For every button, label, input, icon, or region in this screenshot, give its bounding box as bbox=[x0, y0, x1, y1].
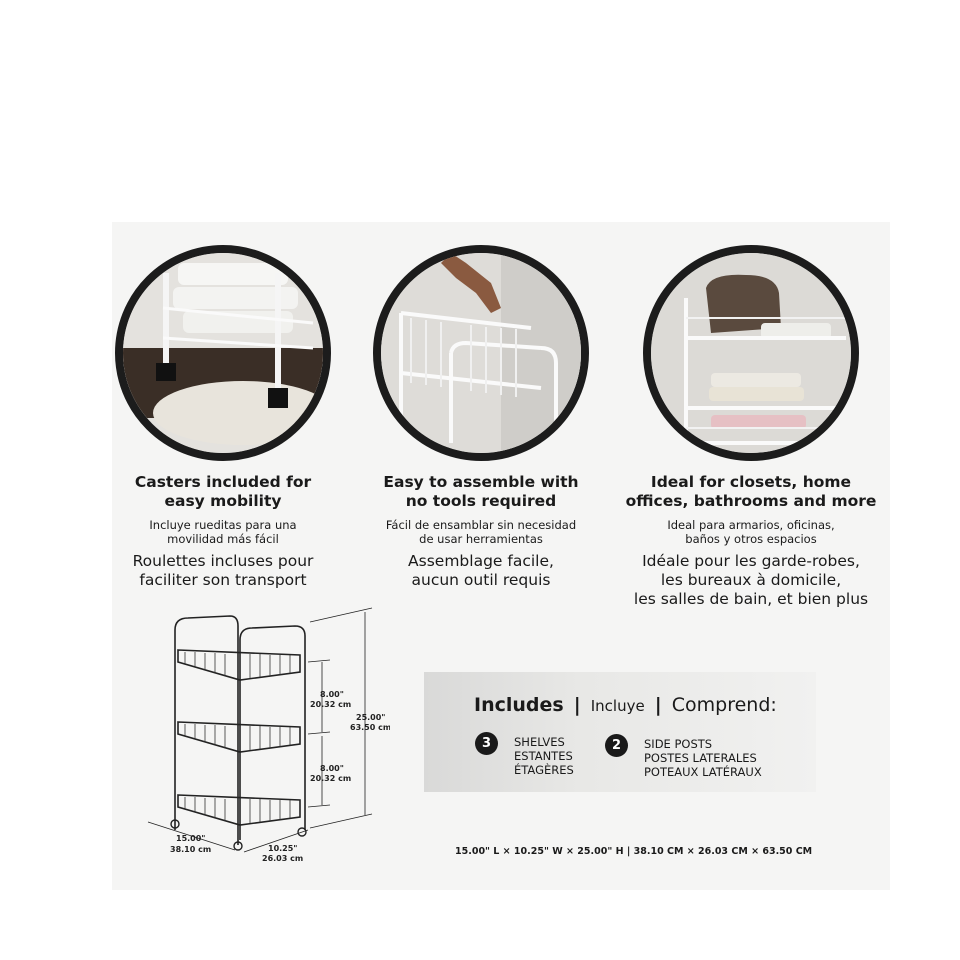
feature-assembly bbox=[361, 245, 601, 590]
feature-title: Easy to assemble with bbox=[383, 473, 579, 491]
length-label: 38.10 cm bbox=[170, 845, 212, 854]
shelf-gap-1-label: 8.00" bbox=[320, 690, 344, 699]
includes-heading-fr: Comprend: bbox=[671, 694, 777, 716]
includes-box bbox=[424, 672, 816, 792]
includes-heading-en: Includes bbox=[474, 694, 564, 716]
feature-title: Casters included for bbox=[134, 473, 312, 491]
width-label: 10.25" bbox=[268, 844, 298, 853]
feature-title: easy mobility bbox=[164, 492, 282, 510]
closet-shelves-photo bbox=[643, 245, 859, 461]
feature-spanish: baños y otros espacios bbox=[685, 532, 817, 546]
feature-spanish: movilidad más fácil bbox=[167, 532, 279, 546]
feature-spanish: Incluye rueditas para una bbox=[149, 518, 297, 532]
feature-casters bbox=[103, 245, 343, 590]
feature-spanish: Ideal para armarios, oficinas, bbox=[667, 518, 835, 532]
feature-french: faciliter son transport bbox=[139, 571, 307, 589]
overall-dimensions: 15.00" L × 10.25" W × 25.00" H | 38.10 CM × 26.03 CM × 63.50 CM bbox=[455, 846, 813, 857]
posts-en: SIDE POSTS bbox=[644, 737, 713, 751]
feature-french: les salles de bain, et bien plus bbox=[633, 590, 869, 608]
caster-wheel-cart-photo bbox=[115, 245, 331, 461]
shelves-en: SHELVES bbox=[514, 735, 565, 749]
height-label: 63.50 cm bbox=[350, 723, 390, 732]
feature-french: les bureaux à domicile, bbox=[660, 571, 842, 589]
includes-heading bbox=[474, 694, 777, 716]
separator: | bbox=[573, 694, 581, 716]
height-label: 25.00" bbox=[356, 713, 386, 722]
length-label: 15.00" bbox=[176, 834, 206, 843]
posts-fr: POTEAUX LATÉRAUX bbox=[644, 765, 762, 779]
three-tier-cart-diagram bbox=[140, 600, 390, 869]
feature-spanish: Fácil de ensamblar sin necesidad bbox=[385, 518, 577, 532]
width-label: 26.03 cm bbox=[262, 854, 304, 863]
shelf-gap-2-label: 20.32 cm bbox=[310, 774, 352, 783]
feature-french: aucun outil requis bbox=[411, 571, 551, 589]
separator: | bbox=[654, 694, 662, 716]
posts-count-badge: 2 bbox=[605, 734, 628, 757]
posts-es: POSTES LATERALES bbox=[644, 751, 757, 765]
shelf-gap-2-label: 8.00" bbox=[320, 764, 344, 773]
shelf-gap-1-label: 20.32 cm bbox=[310, 700, 352, 709]
hand-assembling-basket-photo bbox=[373, 245, 589, 461]
feature-french: Roulettes incluses pour bbox=[132, 552, 314, 570]
feature-title: no tools required bbox=[405, 492, 557, 510]
feature-french: Idéale pour les garde-robes, bbox=[642, 552, 860, 570]
feature-title: offices, bathrooms and more bbox=[625, 492, 877, 510]
shelves-count-badge: 3 bbox=[475, 732, 498, 755]
feature-spanish: de usar herramientas bbox=[419, 532, 543, 546]
shelves-es: ESTANTES bbox=[514, 749, 573, 763]
includes-heading-es: Incluye bbox=[590, 697, 645, 715]
feature-ideal-for bbox=[620, 245, 882, 609]
shelves-fr: ÉTAGÈRES bbox=[514, 763, 574, 777]
feature-title: Ideal for closets, home bbox=[650, 473, 852, 491]
feature-french: Assemblage facile, bbox=[408, 552, 554, 570]
